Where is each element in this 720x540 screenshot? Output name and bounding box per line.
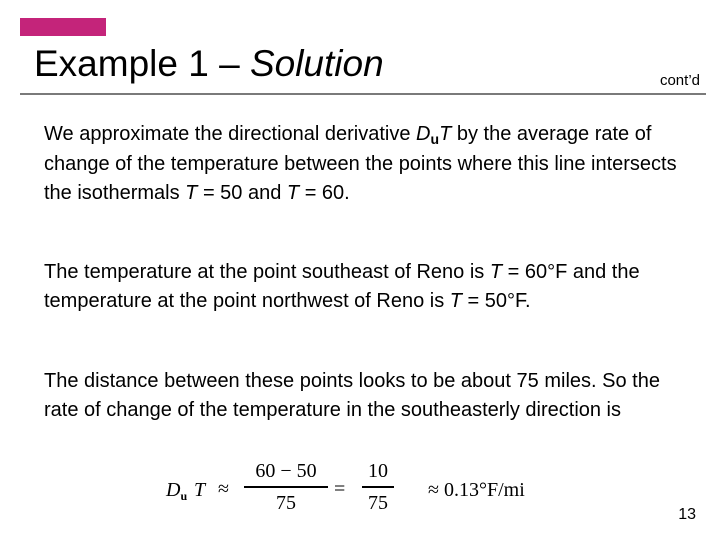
title-main: Example 1 – <box>34 43 250 84</box>
p2-var-T1: T <box>489 261 503 283</box>
fraction-1-denominator: 75 <box>276 491 296 514</box>
p2-var-T2: T <box>449 290 462 312</box>
fraction-2-denominator: 75 <box>368 491 388 514</box>
p1-subscript-u: u <box>430 131 440 147</box>
p2-text-b: = 60°F and the temperature at the point northwest of Reno is <box>44 261 640 312</box>
continued-label: cont’d <box>659 72 700 89</box>
p1-text-c: = 50 and <box>197 182 287 204</box>
formula-result: ≈ 0.13°F/mi <box>428 479 525 501</box>
fraction-2-numerator: 10 <box>368 460 388 482</box>
formula-derivative <box>166 479 187 502</box>
paragraph-3: The distance between these points looks to be about 75 miles. So the rate of change of the temperature in the southeasterly direction is <box>44 370 660 421</box>
rate-formula <box>166 458 546 518</box>
formula-subscript-u: u <box>180 489 188 503</box>
p2-text-a: The temperature at the point southeast of Reno is <box>44 261 490 283</box>
fraction-1-bar <box>244 486 328 488</box>
title-divider <box>20 93 706 95</box>
formula-equals-sign: = <box>334 478 346 500</box>
formula-approx-sign: ≈ <box>218 478 229 500</box>
paragraph-1 <box>44 120 684 208</box>
p1-text-b: by the average rate of change of the temperature between the points where this line intersects the isothermals <box>44 123 677 204</box>
page-number: 13 <box>678 506 696 523</box>
p1-text-a: We approximate the directional derivative <box>44 123 417 145</box>
p1-var-T1: T <box>185 182 198 204</box>
fraction-1 <box>244 458 328 516</box>
slide-title <box>34 42 384 86</box>
title-italic: Solution <box>249 43 384 84</box>
paragraph-2 <box>44 258 684 316</box>
fraction-2 <box>362 458 394 516</box>
p1-text-d: = 60. <box>299 182 350 204</box>
fraction-2-bar <box>362 486 394 488</box>
p1-var-T: T <box>439 123 452 145</box>
p2-text-c: = 50°F. <box>462 290 531 312</box>
p1-derivative-D: D <box>416 123 431 145</box>
p1-var-T2: T <box>286 182 300 204</box>
fraction-1-numerator: 60 − 50 <box>255 460 317 482</box>
formula-T: T <box>194 479 206 501</box>
formula-D: D <box>166 479 181 501</box>
